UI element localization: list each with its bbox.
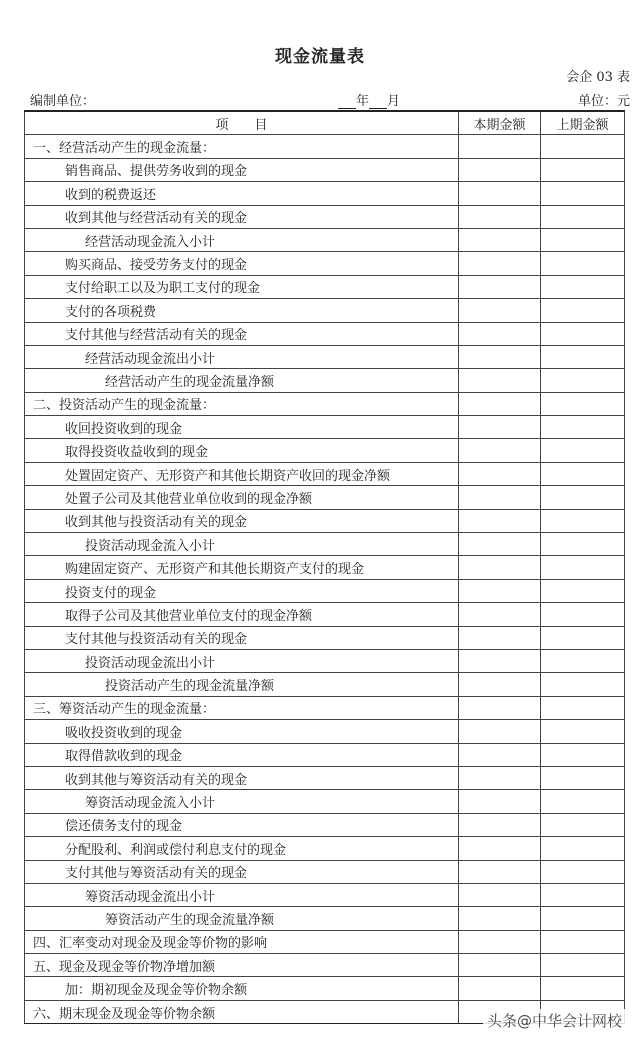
row-label: 二、投资活动产生的现金流量： <box>25 392 459 415</box>
row-label: 四、汇率变动对现金及现金等价物的影响 <box>25 930 459 953</box>
current-amount-cell <box>459 720 541 743</box>
previous-amount-cell <box>541 556 625 579</box>
current-amount-cell <box>459 556 541 579</box>
table-row <box>25 556 625 579</box>
row-label: 六、期末现金及现金等价物余额 <box>25 1000 459 1023</box>
previous-amount-cell <box>541 930 625 953</box>
previous-amount-cell <box>541 813 625 836</box>
current-amount-cell <box>459 579 541 602</box>
current-amount-cell <box>459 649 541 672</box>
year-label: 年 <box>356 94 370 109</box>
row-label: 收回投资收到的现金 <box>25 416 459 439</box>
current-amount-cell <box>459 837 541 860</box>
current-amount-cell <box>459 462 541 485</box>
row-label: 加：期初现金及现金等价物余额 <box>25 977 459 1000</box>
month-blank <box>369 95 387 109</box>
table-row <box>25 462 625 485</box>
current-amount-cell <box>459 766 541 789</box>
year-blank <box>338 95 356 109</box>
table-row <box>25 860 625 883</box>
previous-amount-cell <box>541 883 625 906</box>
table-row <box>25 135 625 158</box>
previous-amount-cell <box>541 533 625 556</box>
table-row <box>25 158 625 181</box>
month-label: 月 <box>387 94 401 109</box>
row-label: 偿还债务支付的现金 <box>25 813 459 836</box>
table-row <box>25 205 625 228</box>
table-row <box>25 907 625 930</box>
current-amount-cell <box>459 299 541 322</box>
row-label: 筹资活动现金流出小计 <box>25 883 459 906</box>
previous-amount-cell <box>541 626 625 649</box>
previous-amount-cell <box>541 837 625 860</box>
previous-amount-cell <box>541 696 625 719</box>
row-label: 经营活动现金流入小计 <box>25 228 459 251</box>
table-row <box>25 322 625 345</box>
table-row <box>25 486 625 509</box>
previous-amount-cell <box>541 790 625 813</box>
row-label: 筹资活动现金流入小计 <box>25 790 459 813</box>
row-label: 取得子公司及其他营业单位支付的现金净额 <box>25 603 459 626</box>
table-row <box>25 603 625 626</box>
row-label: 投资支付的现金 <box>25 579 459 602</box>
table-header-row <box>25 111 625 135</box>
previous-amount-cell <box>541 275 625 298</box>
current-amount-cell <box>459 626 541 649</box>
row-label: 一、经营活动产生的现金流量： <box>25 135 459 158</box>
current-amount-cell <box>459 743 541 766</box>
table-row <box>25 345 625 368</box>
table-row <box>25 579 625 602</box>
row-label: 支付的各项税费 <box>25 299 459 322</box>
row-label: 投资活动现金流出小计 <box>25 649 459 672</box>
previous-amount-cell <box>541 720 625 743</box>
current-amount-cell <box>459 673 541 696</box>
table-row <box>25 252 625 275</box>
previous-amount-cell <box>541 205 625 228</box>
cash-flow-table <box>24 110 625 1024</box>
row-label: 收到其他与投资活动有关的现金 <box>25 509 459 532</box>
row-label: 支付其他与经营活动有关的现金 <box>25 322 459 345</box>
previous-amount-cell <box>541 977 625 1000</box>
previous-amount-cell <box>541 439 625 462</box>
current-amount-cell <box>459 228 541 251</box>
row-label: 处置子公司及其他营业单位收到的现金净额 <box>25 486 459 509</box>
table-row <box>25 626 625 649</box>
form-code: 会企 03 表 <box>566 70 630 85</box>
row-label: 购买商品、接受劳务支付的现金 <box>25 252 459 275</box>
current-amount-cell <box>459 135 541 158</box>
table-row <box>25 720 625 743</box>
previous-amount-cell <box>541 509 625 532</box>
current-amount-cell <box>459 907 541 930</box>
table-row <box>25 392 625 415</box>
table-row <box>25 813 625 836</box>
current-amount-cell <box>459 696 541 719</box>
row-label: 投资活动现金流入小计 <box>25 533 459 556</box>
current-amount-cell <box>459 533 541 556</box>
current-amount-cell <box>459 860 541 883</box>
previous-amount-cell <box>541 743 625 766</box>
current-amount-cell <box>459 439 541 462</box>
table-row <box>25 977 625 1000</box>
row-label: 销售商品、提供劳务收到的现金 <box>25 158 459 181</box>
row-label: 取得投资收益收到的现金 <box>25 439 459 462</box>
current-amount-cell <box>459 252 541 275</box>
previous-amount-cell <box>541 299 625 322</box>
watermark: 头条@中华会计网校 <box>483 1009 626 1032</box>
row-label: 分配股利、利润或偿付利息支付的现金 <box>25 837 459 860</box>
row-label: 三、筹资活动产生的现金流量： <box>25 696 459 719</box>
page-title: 现金流量表 <box>275 47 365 67</box>
current-amount-cell <box>459 954 541 977</box>
previous-amount-cell <box>541 252 625 275</box>
row-label: 支付给职工以及为职工支付的现金 <box>25 275 459 298</box>
table-row <box>25 509 625 532</box>
table-row <box>25 299 625 322</box>
previous-amount-cell <box>541 462 625 485</box>
row-label: 支付其他与筹资活动有关的现金 <box>25 860 459 883</box>
previous-amount-cell <box>541 345 625 368</box>
table-row <box>25 228 625 251</box>
current-amount-cell <box>459 977 541 1000</box>
table-row <box>25 439 625 462</box>
previous-amount-cell <box>541 954 625 977</box>
column-header-current: 本期金额 <box>459 111 541 135</box>
previous-amount-cell <box>541 579 625 602</box>
current-amount-cell <box>459 883 541 906</box>
previous-amount-cell <box>541 322 625 345</box>
row-label: 收到的税费返还 <box>25 182 459 205</box>
table-row <box>25 369 625 392</box>
current-amount-cell <box>459 182 541 205</box>
table-row <box>25 790 625 813</box>
row-label: 支付其他与投资活动有关的现金 <box>25 626 459 649</box>
previous-amount-cell <box>541 228 625 251</box>
table-row <box>25 837 625 860</box>
table-row <box>25 182 625 205</box>
current-amount-cell <box>459 158 541 181</box>
previous-amount-cell <box>541 135 625 158</box>
row-label: 收到其他与筹资活动有关的现金 <box>25 766 459 789</box>
column-header-previous: 上期金额 <box>541 111 625 135</box>
previous-amount-cell <box>541 158 625 181</box>
current-amount-cell <box>459 930 541 953</box>
current-amount-cell <box>459 486 541 509</box>
previous-amount-cell <box>541 416 625 439</box>
current-amount-cell <box>459 813 541 836</box>
current-amount-cell <box>459 345 541 368</box>
table-row <box>25 930 625 953</box>
previous-amount-cell <box>541 392 625 415</box>
current-amount-cell <box>459 275 541 298</box>
previous-amount-cell <box>541 860 625 883</box>
previous-amount-cell <box>541 603 625 626</box>
info-row <box>30 90 630 108</box>
row-label: 取得借款收到的现金 <box>25 743 459 766</box>
previous-amount-cell <box>541 182 625 205</box>
current-amount-cell <box>459 322 541 345</box>
row-label: 投资活动产生的现金流量净额 <box>25 673 459 696</box>
table-row <box>25 766 625 789</box>
current-amount-cell <box>459 205 541 228</box>
current-amount-cell <box>459 369 541 392</box>
table-row <box>25 696 625 719</box>
row-label: 收到其他与经营活动有关的现金 <box>25 205 459 228</box>
table-row <box>25 649 625 672</box>
row-label: 处置固定资产、无形资产和其他长期资产收回的现金净额 <box>25 462 459 485</box>
row-label: 吸收投资收到的现金 <box>25 720 459 743</box>
previous-amount-cell <box>541 486 625 509</box>
current-amount-cell <box>459 790 541 813</box>
table-row <box>25 954 625 977</box>
table-row <box>25 743 625 766</box>
current-amount-cell <box>459 603 541 626</box>
row-label: 购建固定资产、无形资产和其他长期资产支付的现金 <box>25 556 459 579</box>
row-label: 经营活动产生的现金流量净额 <box>25 369 459 392</box>
table-row <box>25 883 625 906</box>
previous-amount-cell <box>541 766 625 789</box>
compiler-label: 编制单位： <box>30 94 96 109</box>
table-row <box>25 416 625 439</box>
row-label: 筹资活动产生的现金流量净额 <box>25 907 459 930</box>
table-row <box>25 533 625 556</box>
current-amount-cell <box>459 392 541 415</box>
table-row <box>25 275 625 298</box>
date-field <box>338 90 400 109</box>
previous-amount-cell <box>541 649 625 672</box>
current-amount-cell <box>459 509 541 532</box>
current-amount-cell <box>459 416 541 439</box>
row-label: 五、现金及现金等价物净增加额 <box>25 954 459 977</box>
previous-amount-cell <box>541 907 625 930</box>
table-row <box>25 673 625 696</box>
row-label: 经营活动现金流出小计 <box>25 345 459 368</box>
previous-amount-cell <box>541 369 625 392</box>
unit-label: 单位：元 <box>577 94 630 109</box>
column-header-item: 项 目 <box>25 111 459 135</box>
previous-amount-cell <box>541 673 625 696</box>
